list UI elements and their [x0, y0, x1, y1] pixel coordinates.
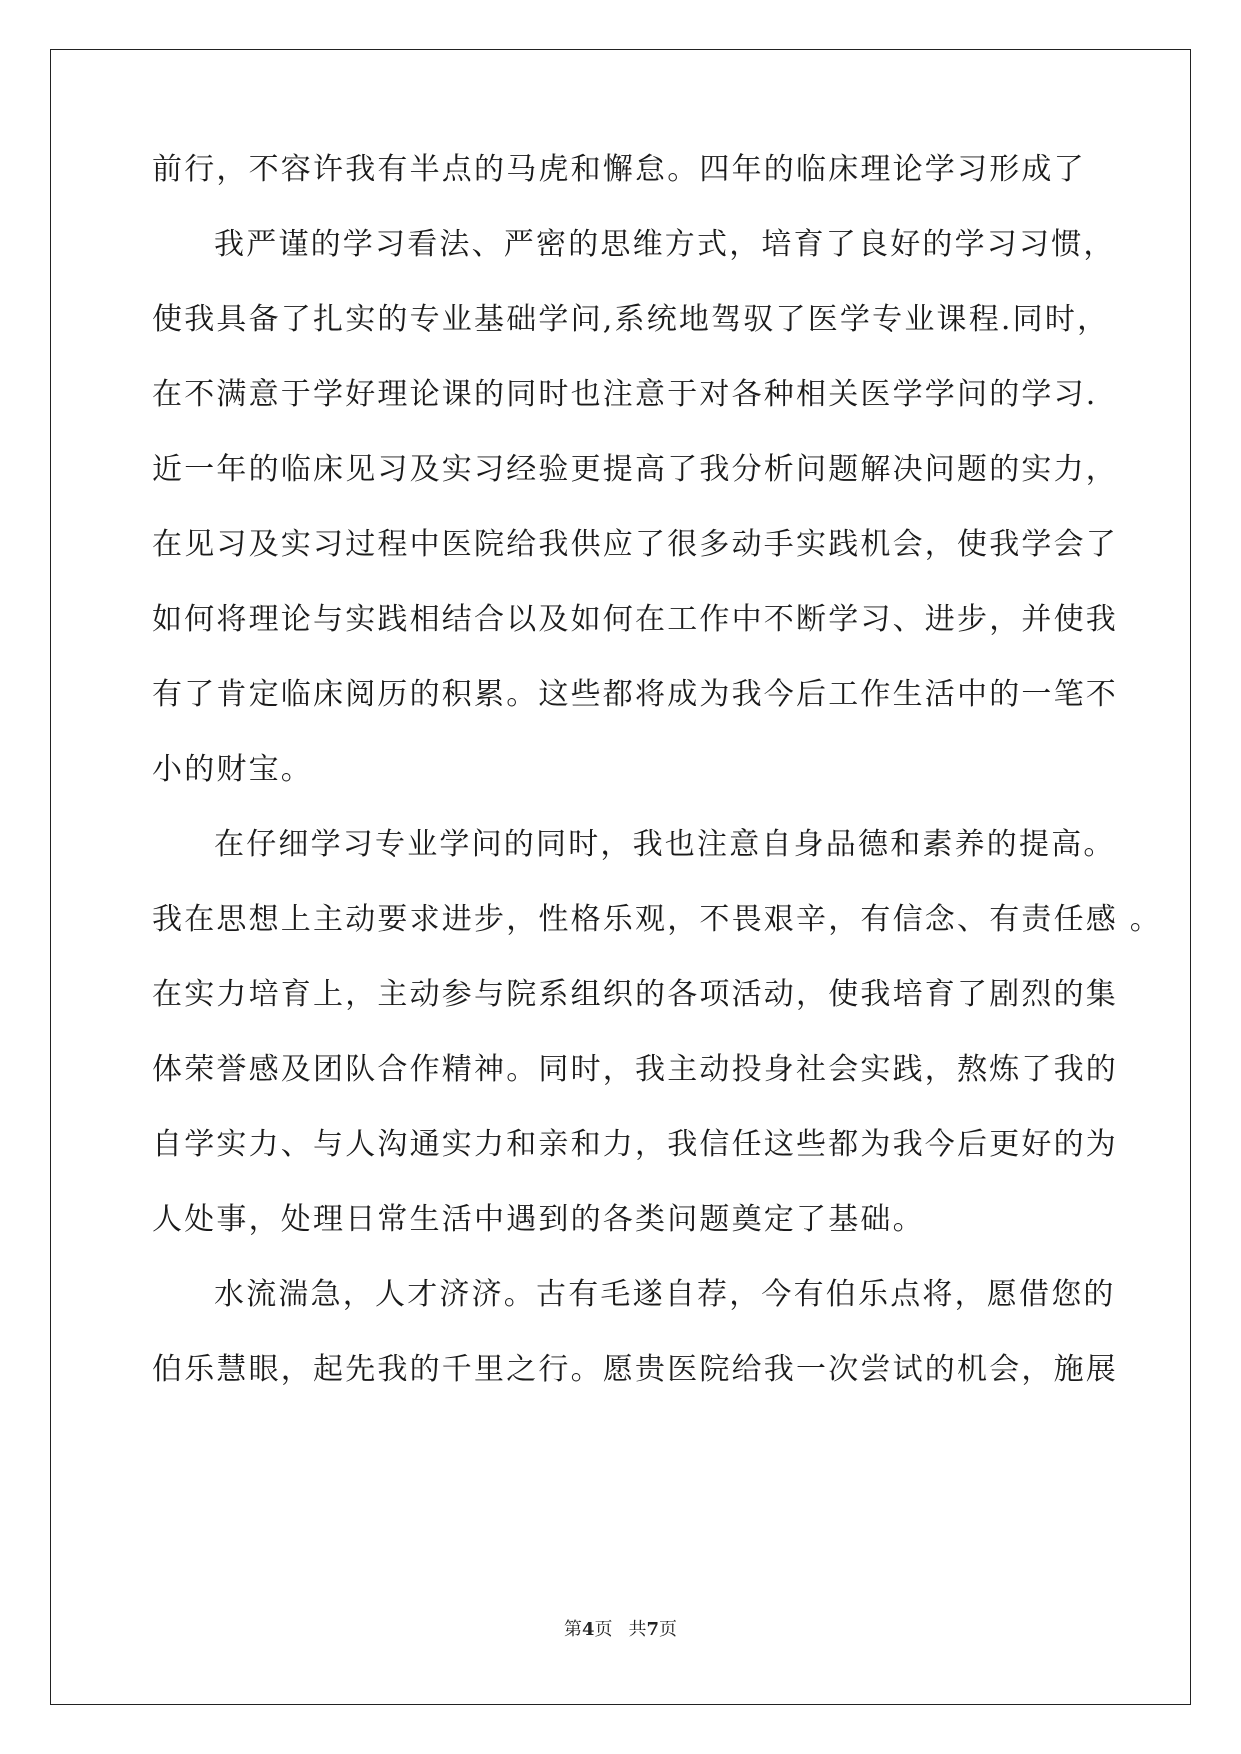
text-line: 小的财宝。 — [152, 752, 313, 787]
text-line: 体荣誉感及团队合作精神。同时，我主动投身社会实践，熬炼了我的 — [152, 1052, 1118, 1087]
text-line: 有了肯定临床阅历的积累。这些都将成为我今后工作生活中的一笔不 — [152, 677, 1118, 712]
footer-page-number: 4 — [581, 1619, 595, 1640]
footer-total-suffix: 页 — [659, 1619, 678, 1640]
text-line: 水流湍急，人才济济。古有毛遂自荐，今有伯乐点将，愿借您的 — [214, 1277, 1116, 1312]
text-line: 使我具备了扎实的专业基础学问,系统地驾驭了医学专业课程.同时， — [152, 302, 1110, 337]
text-line: 伯乐慧眼，起先我的千里之行。愿贵医院给我一次尝试的机会，施展 — [152, 1352, 1118, 1387]
text-line: 自学实力、与人沟通实力和亲和力，我信任这些都为我今后更好的为 — [152, 1127, 1118, 1162]
footer-page-prefix: 第 — [563, 1619, 582, 1640]
page-footer — [0, 1618, 1241, 1642]
text-line: 如何将理论与实践相结合以及如何在工作中不断学习、进步，并使我 — [152, 602, 1118, 637]
page-border — [50, 49, 1191, 1705]
text-line: 我严谨的学习看法、严密的思维方式，培育了良好的学习习惯， — [214, 227, 1116, 262]
text-line: 人处事，处理日常生活中遇到的各类问题奠定了基础。 — [152, 1202, 925, 1237]
text-line: 在仔细学习专业学问的同时，我也注意自身品德和素养的提高。 — [214, 827, 1116, 862]
text-line: 前行，不容许我有半点的马虎和懈怠。四年的临床理论学习形成了 — [152, 152, 1086, 187]
text-line: 近一年的临床见习及实习经验更提高了我分析问题解决问题的实力， — [152, 452, 1118, 487]
text-line: 在实力培育上，主动参与院系组织的各项活动，使我培育了剧烈的集 — [152, 977, 1118, 1012]
text-line: 在见习及实习过程中医院给我供应了很多动手实践机会，使我学会了 — [152, 527, 1118, 562]
footer-total-pages: 7 — [646, 1619, 660, 1640]
footer-total-prefix: 共 — [628, 1619, 647, 1640]
text-line: 在不满意于学好理论课的同时也注意于对各种相关医学学问的学习. — [152, 377, 1098, 412]
text-line: 我在思想上主动要求进步，性格乐观，不畏艰辛，有信念、有责任感 。 — [152, 902, 1162, 937]
footer-page-suffix: 页 — [594, 1619, 613, 1640]
